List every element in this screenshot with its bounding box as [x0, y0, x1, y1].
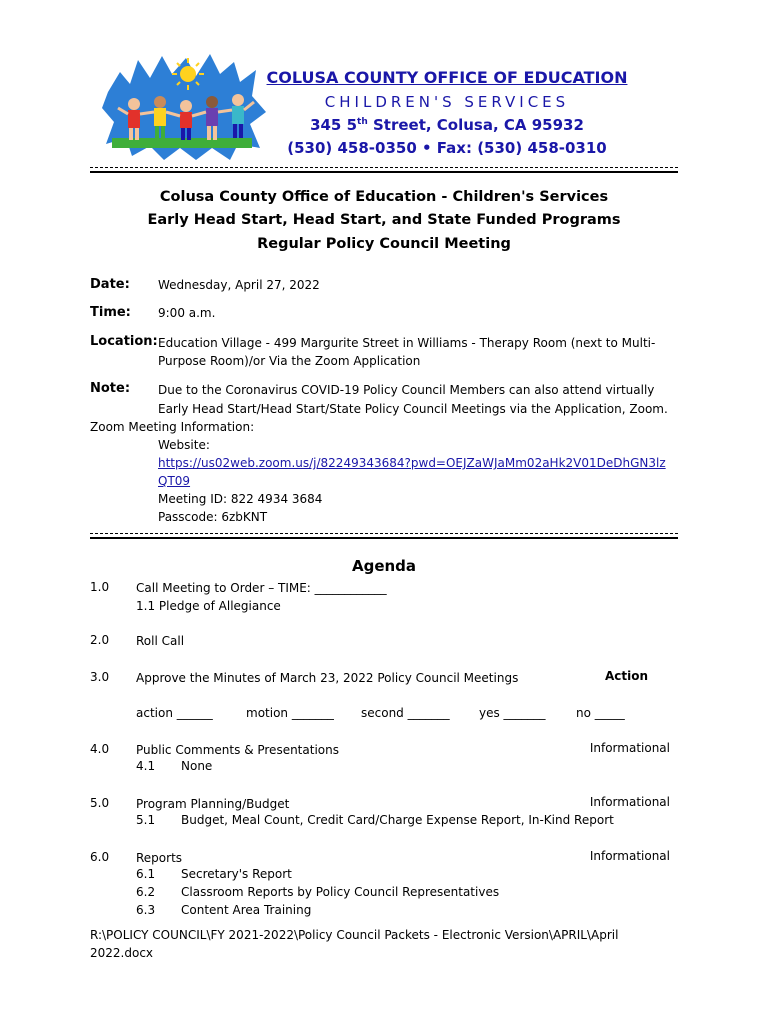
agenda-item-status: Informational [589, 741, 670, 755]
org-name: COLUSA COUNTY OFFICE OF EDUCATION [266, 68, 628, 87]
agenda-item-number: 3.0 [90, 670, 110, 684]
subitem-number: 5.1 [136, 813, 156, 827]
agenda-item-number: 4.0 [90, 742, 110, 756]
note-label: Note: [90, 381, 131, 396]
phone-fax: (530) 458-0350 • Fax: (530) 458-0310 [287, 139, 607, 157]
agenda-item-text: Program Planning/Budget [136, 797, 290, 811]
title-line-3: Regular Policy Council Meeting [257, 236, 511, 252]
date-label: Date: [90, 277, 130, 292]
agenda-item-text: Public Comments & Presentations [136, 743, 339, 757]
location-line-2: Purpose Room)/or Via the Zoom Application [158, 354, 421, 368]
date-value: Wednesday, April 27, 2022 [158, 278, 320, 292]
vote-motion: motion _______ [246, 706, 334, 720]
agenda-item-number: 2.0 [90, 633, 110, 647]
children-logo [100, 52, 270, 162]
agenda-item-number: 6.0 [90, 850, 110, 864]
address [262, 116, 632, 134]
subitem-number: 6.1 [136, 867, 156, 881]
subitem-number: 6.3 [136, 903, 156, 917]
zoom-link-line-2[interactable]: QT09 [158, 474, 191, 488]
vote-no: no _____ [576, 706, 625, 720]
subitem-number: 6.2 [136, 885, 156, 899]
vote-second: second _______ [361, 706, 450, 720]
agenda-heading: Agenda [351, 557, 417, 575]
meeting-id: Meeting ID: 822 4934 3684 [158, 492, 323, 506]
subitem-text: None [181, 759, 213, 773]
agenda-item-number: 1.0 [90, 580, 110, 594]
agenda-item-status: Action [604, 669, 648, 683]
vote-yes: yes _______ [479, 706, 546, 720]
agenda-item-text: Roll Call [136, 634, 185, 648]
location-label: Location: [90, 334, 158, 349]
subitem-text: Secretary's Report [181, 867, 292, 881]
subitem-text: Content Area Training [181, 903, 312, 917]
details-divider [90, 533, 678, 539]
agenda-item-number: 5.0 [90, 796, 110, 810]
subitem-text: Budget, Meal Count, Credit Card/Charge Expense Report, In-Kind Report [181, 813, 614, 827]
agenda-item-text: Reports [136, 851, 183, 865]
file-path-line-2: 2022.docx [90, 946, 154, 960]
website-label: Website: [158, 438, 210, 452]
address-street: Street, Colusa, CA 95932 [367, 116, 584, 134]
agenda-item-text: Approve the Minutes of March 23, 2022 Policy Council Meetings [136, 671, 519, 685]
zoom-link-line-1[interactable]: https://us02web.zoom.us/j/82249343684?pwd=OEJZaWJaMm02aHk2V01DeDhGN3lz [158, 456, 666, 470]
time-label: Time: [90, 305, 131, 320]
address-number: 345 5 [310, 116, 358, 134]
department-name: CHILDREN'S SERVICES [324, 93, 570, 111]
agenda-subitem: 1.1 Pledge of Allegiance [136, 599, 281, 613]
location-line-1: Education Village - 499 Margurite Street in Williams - Therapy Room (next to Multi- [158, 336, 656, 350]
agenda-item-status: Informational [589, 849, 670, 863]
zoom-info-label: Zoom Meeting Information: [90, 420, 255, 434]
title-line-2: Early Head Start, Head Start, and State Funded Programs [147, 212, 621, 228]
agenda-item-text: Call Meeting to Order – TIME: ____________ [136, 581, 387, 595]
file-path-line-1: R:\POLICY COUNCIL\FY 2021-2022\Policy Council Packets - Electronic Version\APRIL\April [90, 928, 619, 942]
vote-action: action ______ [136, 706, 213, 720]
subitem-text: Classroom Reports by Policy Council Representatives [181, 885, 500, 899]
agenda-item-status: Informational [589, 795, 670, 809]
header-divider [90, 167, 678, 173]
passcode: Passcode: 6zbKNT [158, 510, 268, 524]
note-line-2: Early Head Start/Head Start/State Policy Council Meetings via the Application, Zoom. [158, 402, 668, 416]
note-line-1: Due to the Coronavirus COVID-19 Policy Council Members can also attend virtually [158, 383, 655, 397]
children-holding-hands-icon [100, 52, 270, 162]
time-value: 9:00 a.m. [158, 306, 216, 320]
subitem-number: 4.1 [136, 759, 156, 773]
title-line-1: Colusa County Office of Education - Children's Services [159, 189, 609, 205]
address-suffix: th [357, 117, 368, 127]
